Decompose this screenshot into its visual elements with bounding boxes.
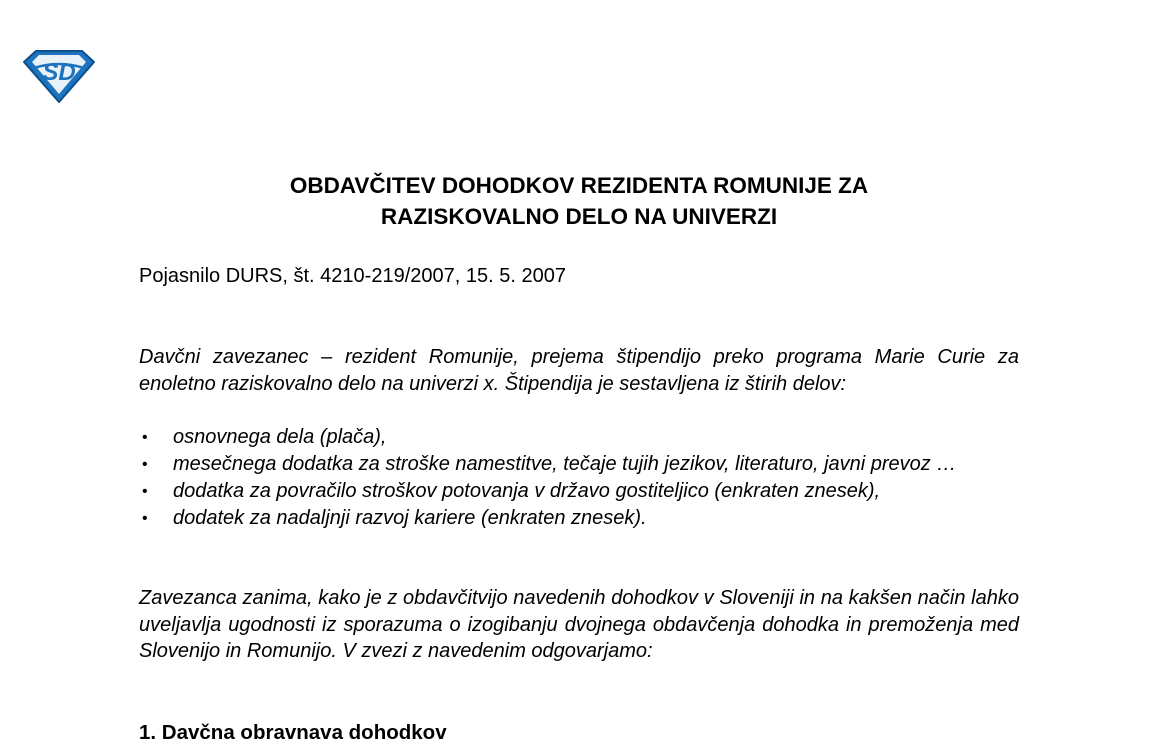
list-item (139, 478, 1019, 505)
list-item-text: mesečnega dodatka za stroške namestitve, tečaje tujih jezikov, literaturo, javni prevoz … (173, 453, 957, 475)
list-item (139, 424, 1019, 451)
bullet-dot-icon: • (142, 429, 148, 446)
list-item-text: osnovnega dela (plača), (173, 426, 387, 448)
bullet-dot-icon: • (142, 510, 148, 527)
bullet-dot-icon: • (142, 456, 148, 473)
title-line-1: OBDAVČITEV DOHODKOV REZIDENTA ROMUNIJE ZA (289, 173, 869, 198)
list-item-text: dodatek za nadaljnji razvoj kariere (enkraten znesek). (173, 507, 647, 529)
section-heading: 1. Davčna obravnava dohodkov (139, 721, 447, 744)
sd-shield-icon (22, 48, 96, 104)
document-title (139, 170, 1019, 232)
list-item-text: dodatka za povračilo stroškov potovanja v državo gostiteljico (enkraten znesek), (173, 480, 881, 502)
components-list (139, 424, 1019, 532)
title-line-2: RAZISKOVALNO DELO NA UNIVERZI (380, 204, 778, 229)
company-logo (22, 48, 96, 104)
list-item (139, 451, 1019, 478)
svg-text:SD: SD (42, 59, 76, 86)
intro-paragraph: Davčni zavezanec – rezident Romunije, prejema štipendijo preko programa Marie Curie za enoletno raziskovalno delo na univerzi x. Štipendija je sestavljena iz štirih delov: (139, 346, 1019, 395)
bullet-dot-icon: • (142, 483, 148, 500)
source-reference: Pojasnilo DURS, št. 4210-219/2007, 15. 5. 2007 (139, 265, 566, 287)
list-item (139, 505, 1019, 532)
question-paragraph: Zavezanca zanima, kako je z obdavčitvijo navedenih dohodkov v Sloveniji in na kakšen način lahko uveljavlja ugodnosti iz sporazuma o izogibanju dvojnega obdavčenja dohodka in premoženja med Slovenijo in Romunijo. V zvezi z navedenim odgovarjamo: (139, 587, 1019, 662)
